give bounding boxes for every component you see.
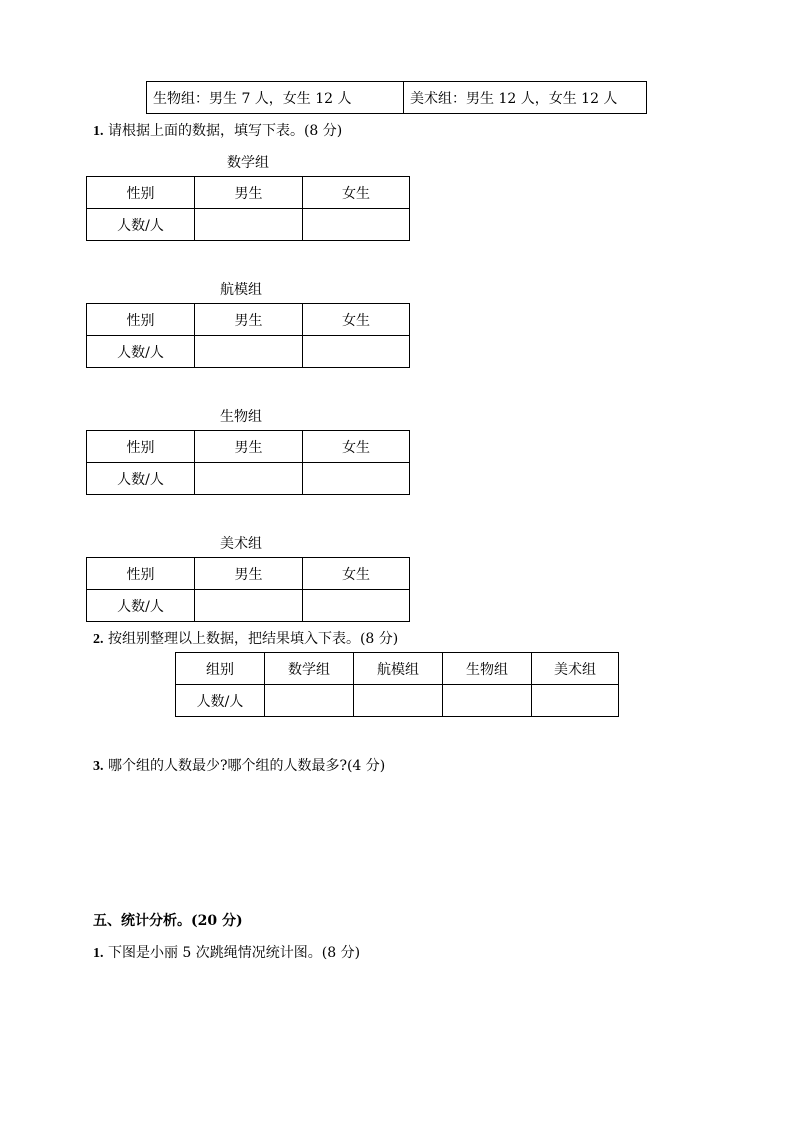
header-cell: 男生 <box>195 558 303 590</box>
answer-cell[interactable] <box>443 685 532 717</box>
table-row <box>87 336 410 368</box>
row-label: 人数/人 <box>87 590 195 622</box>
answer-cell[interactable] <box>195 463 303 495</box>
answer-cell[interactable] <box>303 209 410 241</box>
question-text: 哪个组的人数最少?哪个组的人数最多?(4 分) <box>107 758 386 774</box>
table-row <box>176 685 619 717</box>
answer-cell[interactable] <box>303 590 410 622</box>
header-cell: 女生 <box>303 431 410 463</box>
header-cell: 性别 <box>87 177 195 209</box>
header-cell: 性别 <box>87 558 195 590</box>
question-text: 请根据上面的数据，填写下表。(8 分) <box>107 123 343 139</box>
header-cell: 性别 <box>87 431 195 463</box>
table-row <box>87 209 410 241</box>
biology-data-cell: 生物组：男生 7 人，女生 12 人 <box>147 82 404 114</box>
answer-cell[interactable] <box>303 336 410 368</box>
header-cell: 男生 <box>195 304 303 336</box>
row-label: 人数/人 <box>87 463 195 495</box>
answer-cell[interactable] <box>265 685 354 717</box>
header-cell: 女生 <box>303 558 410 590</box>
question-text: 下图是小丽 5 次跳绳情况统计图。(8 分) <box>107 945 361 961</box>
answer-cell[interactable] <box>195 209 303 241</box>
table-row <box>87 177 410 209</box>
header-cell: 美术组 <box>532 653 619 685</box>
header-cell: 女生 <box>303 177 410 209</box>
header-cell: 组别 <box>176 653 265 685</box>
gender-table-math <box>86 176 410 241</box>
header-cell: 男生 <box>195 431 303 463</box>
question-2 <box>93 628 398 648</box>
table-row <box>176 653 619 685</box>
art-data-cell: 美术组：男生 12 人，女生 12 人 <box>404 82 647 114</box>
section-title: 五、统计分析。(20 分) <box>93 913 243 929</box>
answer-cell[interactable] <box>195 336 303 368</box>
answer-cell[interactable] <box>195 590 303 622</box>
table-row <box>87 431 410 463</box>
section5-question-1 <box>93 942 360 962</box>
table-title: 数学组 <box>227 155 269 171</box>
table-title: 航模组 <box>220 282 262 298</box>
header-cell: 女生 <box>303 304 410 336</box>
header-cell: 数学组 <box>265 653 354 685</box>
question-number: 1. <box>93 946 104 961</box>
table-title: 生物组 <box>220 409 262 425</box>
gender-table-biology <box>86 430 410 495</box>
data-table <box>146 81 647 114</box>
table-row <box>87 304 410 336</box>
question-number: 2. <box>93 632 104 647</box>
header-cell: 航模组 <box>354 653 443 685</box>
row-label: 人数/人 <box>87 209 195 241</box>
gender-table-model <box>86 303 410 368</box>
table-title: 美术组 <box>220 536 262 552</box>
row-label: 人数/人 <box>87 336 195 368</box>
question-number: 1. <box>93 124 104 139</box>
question-text: 按组别整理以上数据，把结果填入下表。(8 分) <box>107 631 399 647</box>
table-row <box>87 590 410 622</box>
table-row <box>147 82 647 114</box>
gender-table-art <box>86 557 410 622</box>
question-1 <box>93 120 342 140</box>
question-3 <box>93 755 385 775</box>
header-cell: 男生 <box>195 177 303 209</box>
question-number: 3. <box>93 759 104 774</box>
answer-cell[interactable] <box>354 685 443 717</box>
answer-cell[interactable] <box>532 685 619 717</box>
answer-cell[interactable] <box>303 463 410 495</box>
table-row <box>87 463 410 495</box>
group-table <box>175 652 619 717</box>
row-label: 人数/人 <box>176 685 265 717</box>
header-cell: 生物组 <box>443 653 532 685</box>
table-row <box>87 558 410 590</box>
header-cell: 性别 <box>87 304 195 336</box>
